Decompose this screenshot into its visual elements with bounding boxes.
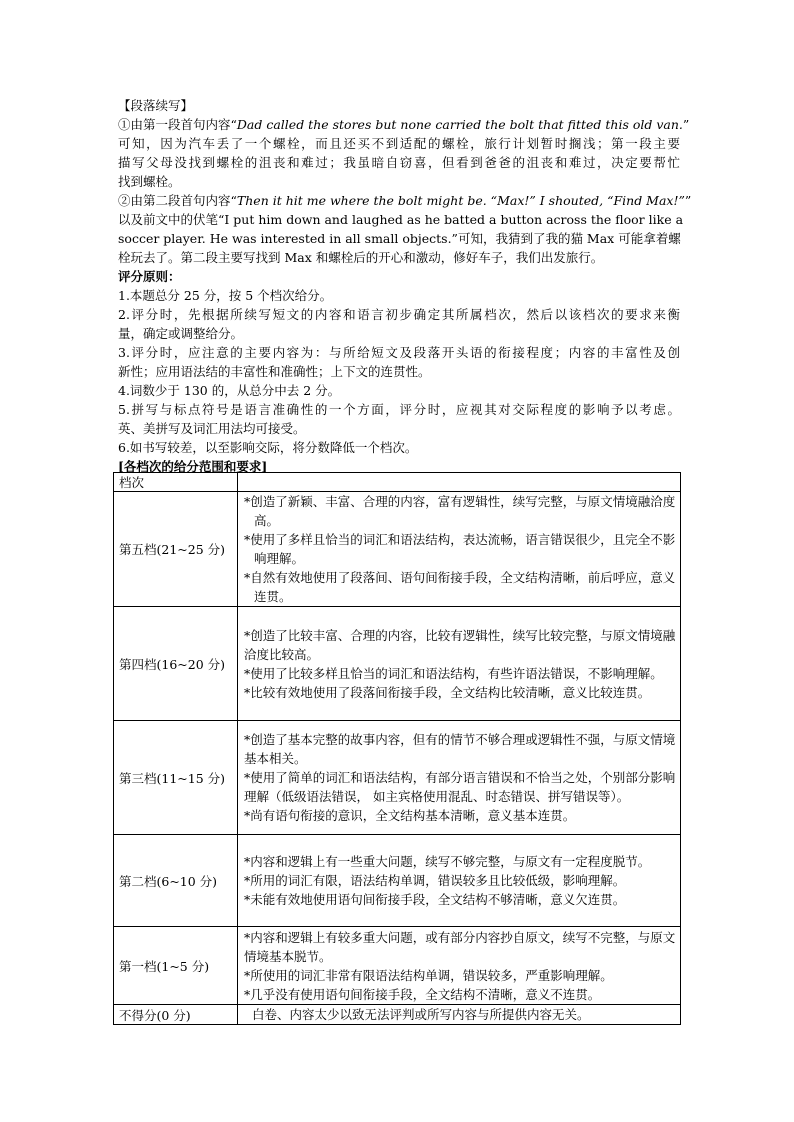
section-title-continuation: 【段落续写】	[118, 98, 194, 113]
rubric-row	[114, 835, 681, 927]
rubric-criterion: *创造了新颖、丰富、合理的内容，富有逻辑性，续写完整，与原文情境融洽度高。	[244, 494, 676, 528]
rubric-desc	[238, 492, 681, 607]
rubric-header-row	[114, 473, 681, 492]
rubric-criterion: 白卷、内容太少以致无法评判或所写内容与所提供内容无关。	[244, 1007, 590, 1022]
rubric-level: 不得分(0 分)	[114, 1005, 238, 1025]
rubric-desc	[238, 607, 681, 721]
rubric-row	[114, 721, 681, 835]
rubric-criterion: *几乎没有使用语句间衔接手段，全文结构不清晰，意义不连贯。	[244, 986, 601, 1002]
para1-line1	[118, 115, 690, 134]
principles-title: 评分原则：	[118, 269, 181, 284]
para1-line2: 可知，因为汽车丢了一个螺栓，而且还买不到适配的螺栓，旅行计划暂时搁浅；第一段主要	[118, 136, 680, 151]
rubric-header-desc	[238, 473, 681, 492]
rubric-level: 第三档(11~15 分)	[114, 721, 238, 835]
rubric-desc	[238, 721, 681, 835]
para2-line2: 以及前文中的伏笔“I put him down and laughed as he batted a button across the floor like a	[118, 212, 684, 227]
para2-line3: soccer player. He was interested in all small objects.”可知，我猜到了我的猫 Max 可能拿着螺	[118, 231, 681, 246]
rubric-criterion: *使用了多样且恰当的词汇和语法结构，表达流畅，语言错误很少，且完全不影响理解。	[244, 532, 676, 566]
para1-line4: 找到螺栓。	[118, 174, 181, 189]
para2-line4: 栓玩去了。第二段主要写找到 Max 和螺栓后的开心和激动，修好车子，我们出发旅行。	[118, 250, 604, 265]
para1-line3: 描写父母没找到螺栓的沮丧和难过；我虽暗自窃喜，但看到爸爸的沮丧和难过，决定要帮忙	[118, 155, 680, 170]
para1-quote-close: ”	[682, 117, 690, 132]
para2-quote-close: ”	[684, 193, 692, 208]
rubric-title: [各档次的给分范围和要求]	[118, 459, 268, 474]
para2-lead: ②由第二段首句内容“	[118, 193, 237, 208]
document-page	[118, 96, 692, 476]
rubric-level: 第五档(21~25 分)	[114, 492, 238, 607]
rubric-criterion: *未能有效地使用语句间衔接手段，全文结构不够清晰，意义欠连贯。	[244, 892, 626, 907]
rubric-desc	[238, 1005, 681, 1025]
principle-line: 6.如书写较差，以至影响交际，将分数降低一个档次。	[118, 440, 418, 455]
rubric-criterion: *所使用的词汇非常有限语法结构单调，错误较多，严重影响理解。	[244, 967, 613, 983]
para1-lead: ①由第一段首句内容“	[118, 117, 237, 132]
rubric-criterion: *创造了比较丰富、合理的内容，比较有逻辑性，续写比较完整，与原文情境融洽度比较高。	[244, 627, 676, 662]
principle-line: 1.本题总分 25 分，按 5 个档次给分。	[118, 288, 333, 303]
rubric-criterion: *自然有效地使用了段落间、语句间衔接手段，全文结构清晰，前后呼应，意义连贯。	[244, 570, 676, 604]
rubric-level: 第四档(16~20 分)	[114, 607, 238, 721]
principle-line: 新性；应用语法结的丰富性和准确性；上下文的连贯性。	[118, 364, 431, 379]
rubric-criterion: *尚有语句衔接的意识，全文结构基本清晰，意义基本连贯。	[244, 808, 576, 823]
rubric-desc	[238, 835, 681, 927]
rubric-criterion: *内容和逻辑上有一些重大问题，续写不够完整，与原文有一定程度脱节。	[244, 854, 651, 869]
rubric-level: 第二档(6~10 分)	[114, 835, 238, 927]
principle-line: 4.词数少于 130 的，从总分中去 2 分。	[118, 383, 341, 398]
para2-quote: Then it hit me where the bolt might be. “Max!” I shouted, “Find Max!”	[236, 193, 685, 208]
rubric-row	[114, 607, 681, 721]
rubric-criterion: *使用了比较多样且恰当的词汇和语法结构，有些许语法错误，不影响理解。	[244, 665, 663, 681]
rubric-row	[114, 1005, 681, 1025]
rubric-row	[114, 927, 681, 1005]
rubric-row	[114, 492, 681, 607]
rubric-level: 第一档(1~5 分)	[114, 927, 238, 1005]
rubric-criterion: *所用的词汇有限，语法结构单调，错误较多且比较低级，影响理解。	[244, 873, 626, 888]
principle-line: 量，确定或调整给分。	[118, 326, 244, 341]
rubric-header-cell: 档次	[114, 473, 238, 492]
para2-line1	[118, 191, 692, 210]
rubric-desc	[238, 927, 681, 1005]
principle-line: 2.评分时，先根据所续写短文的内容和语言初步确定其所属档次，然后以该档次的要求来衡	[118, 307, 680, 322]
rubric-table	[113, 472, 681, 1025]
principle-line: 英、美拼写及词汇用法均可接受。	[118, 421, 306, 436]
rubric-criterion: *创造了基本完整的故事内容，但有的情节不够合理或逻辑性不强，与原文情境基本相关。	[244, 732, 676, 766]
rubric-criterion: *内容和逻辑上有较多重大问题，或有部分内容抄自原文，续写不完整，与原文情境基本脱节。	[244, 929, 676, 964]
rubric-criterion: *比较有效地使用了段落间衔接手段，全文结构比较清晰，意义比较连贯。	[244, 684, 651, 700]
para1-quote: Dad called the stores but none carried the bolt that fitted this old van.	[236, 117, 683, 132]
principle-line: 3.评分时，应注意的主要内容为：与所给短文及段落开头语的衔接程度；内容的丰富性及创	[118, 345, 680, 360]
rubric-criterion: *使用了简单的词汇和语法结构，有部分语言错误和不恰当之处，个别部分影响理解（低级语法错误， 如主宾格使用混乱、时态错误、拼写错误等）。	[244, 770, 676, 804]
principle-line: 5.拼写与标点符号是语言准确性的一个方面，评分时，应视其对交际程度的影响予以考虑。	[118, 402, 680, 417]
